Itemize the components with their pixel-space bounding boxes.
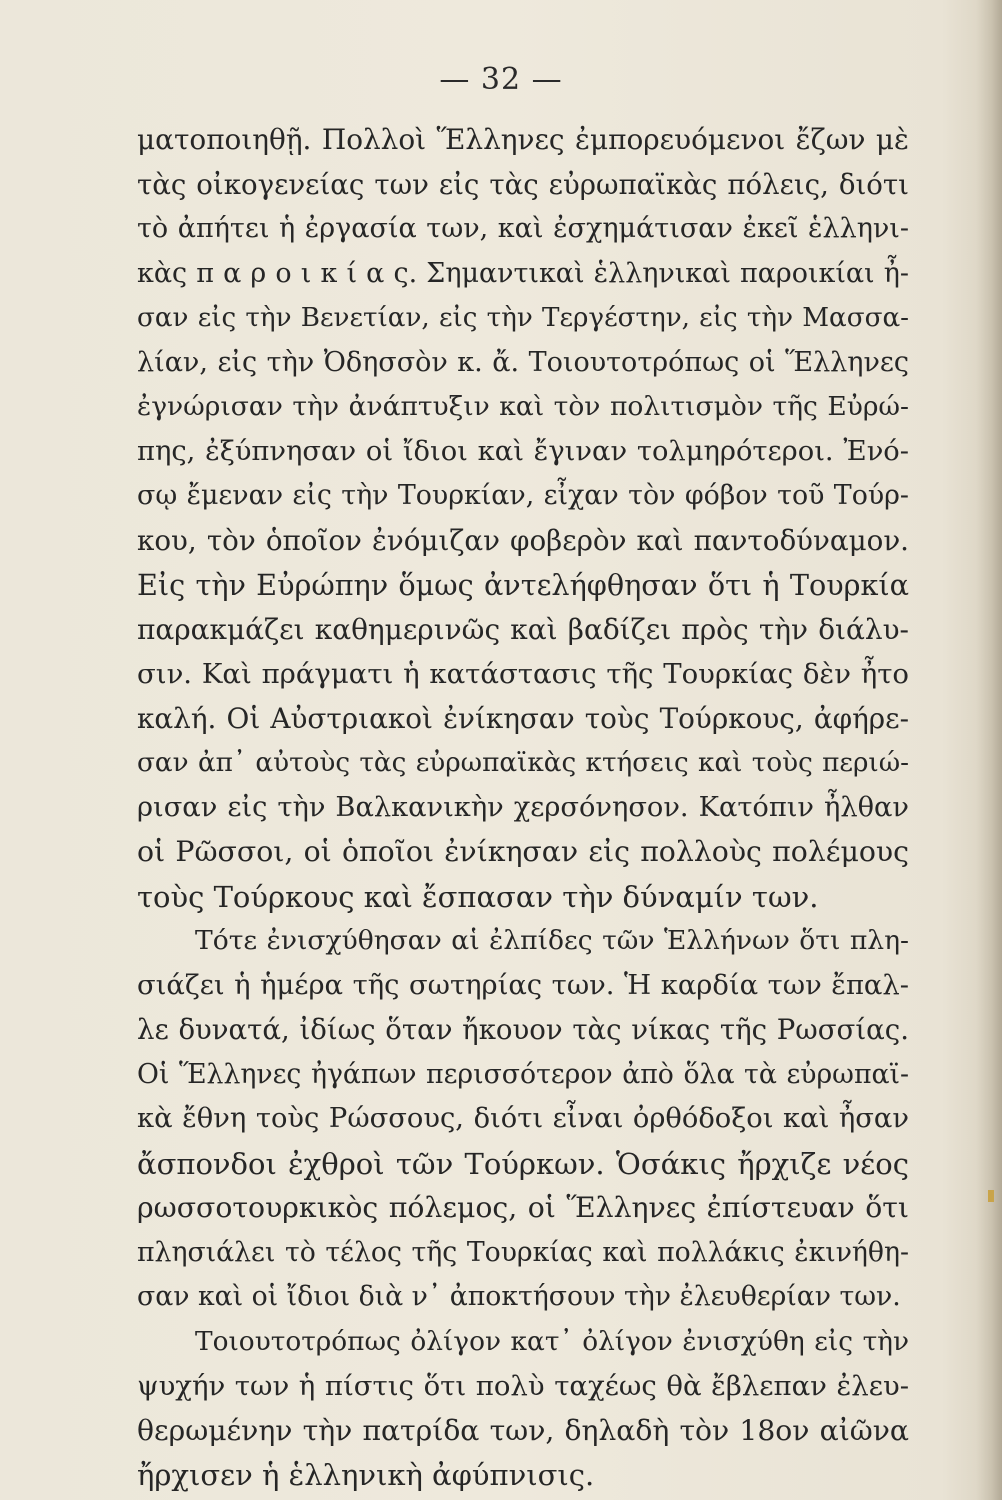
text-line: ματοποιηθῇ. Πολλοὶ Ἕλληνες ἐμπορευόμενοι ἔζων μὲ xyxy=(137,123,909,156)
text-line: σιν. Καὶ πράγματι ἡ κατάστασις τῆς Τουρκίας δὲν ἦτο xyxy=(137,658,909,690)
text-line: λίαν, εἰς τὴν Ὀδησσὸν κ. ἄ. Τοιουτοτρόπως οἱ Ἕλληνες xyxy=(137,346,909,378)
page-edge-shadow xyxy=(976,0,1002,1500)
text-line: πλησιάλει τὸ τέλος τῆς Τουρκίας καὶ πολλάκις ἐκινήθη- xyxy=(137,1236,909,1268)
text-line: Τότε ἐνισχύθησαν αἱ ἐλπίδες τῶν Ἑλλήνων ὅτι πλη- xyxy=(195,925,909,956)
text-line: τοὺς Τούρκους καὶ ἔσπασαν τὴν δύναμίν των. xyxy=(137,879,819,914)
text-line: σαν ἀπ᾽ αὐτοὺς τὰς εὐρωπαϊκὰς κτήσεις καὶ τοὺς περιώ- xyxy=(137,748,909,778)
text-line: κὰ ἔθνη τοὺς Ρώσσους, διότι εἶναι ὀρθόδοξοι καὶ ἦσαν xyxy=(137,1103,909,1134)
page-edge-mark xyxy=(988,1190,994,1202)
page-number: — 32 — xyxy=(439,62,563,97)
text-line: πης, ἐξύπνησαν οἱ ἴδιοι καὶ ἔγιναν τολμηρότεροι. Ἐνό- xyxy=(137,435,909,467)
text-line: σῳ ἔμεναν εἰς τὴν Τουρκίαν, εἶχαν τὸν φόβον τοῦ Τούρ- xyxy=(137,480,909,511)
paragraph xyxy=(137,919,909,1320)
text-line: ψυχήν των ἡ πίστις ὅτι πολὺ ταχέως θὰ ἔβλεπαν ἐλευ- xyxy=(137,1370,909,1402)
text-line: κὰς π α ρ ο ι κ ί α ς. Σημαντικαὶ ἑλληνικαὶ παροικίαι ἦ- xyxy=(137,257,909,289)
text-line: Οἱ Ἕλληνες ἠγάπων περισσότερον ἀπὸ ὅλα τὰ εὐρωπαϊ- xyxy=(137,1058,909,1090)
text-line: σαν εἰς τὴν Βενετίαν, εἰς τὴν Τεργέστην, εἰς τὴν Μασσα- xyxy=(137,303,909,333)
text-line: ρωσσοτουρκικὸς πόλεμος, οἱ Ἕλληνες ἐπίστευαν ὅτι xyxy=(137,1191,909,1224)
text-line: καλή. Οἱ Αὐστριακοὶ ἐνίκησαν τοὺς Τούρκους, ἀφήρε- xyxy=(137,701,909,735)
paragraph xyxy=(137,118,909,919)
text-line: ρισαν εἰς τὴν Βαλκανικὴν χερσόνησον. Κατόπιν ἦλθαν xyxy=(137,791,909,823)
text-line: ἐγνώρισαν τὴν ἀνάπτυξιν καὶ τὸν πολιτισμὸν τῆς Εὐρώ- xyxy=(137,391,909,422)
text-line: παρακμάζει καθημερινῶς καὶ βαδίζει πρὸς τὴν διάλυ- xyxy=(137,612,909,646)
text-line: θερωμένην τὴν πατρίδα των, δηλαδὴ τὸν 18ον αἰῶνα xyxy=(137,1413,909,1447)
text-line: ἄσπονδοι ἐχθροὶ τῶν Τούρκων. Ὁσάκις ἤρχιζε νέος xyxy=(137,1146,909,1181)
text-line: Εἰς τὴν Εὐρώπην ὅμως ἀντελήφθησαν ὅτι ἡ Τουρκία xyxy=(137,568,909,602)
text-line: κου, τὸν ὁποῖον ἐνόμιζαν φοβερὸν καὶ παντοδύναμον. xyxy=(137,523,909,557)
text-line: ἤρχισεν ἡ ἑλληνικὴ ἀφύπνισις. xyxy=(137,1458,595,1492)
text-line: οἱ Ρῶσσοι, οἱ ὁποῖοι ἐνίκησαν εἰς πολλοὺς πολέμους xyxy=(137,835,909,868)
paragraph xyxy=(137,1320,909,1498)
text-line: σαν καὶ οἱ ἴδιοι διὰ ν᾽ ἀποκτήσουν τὴν ἐλευθερίαν των. xyxy=(137,1281,901,1312)
text-line: τὸ ἀπήτει ἡ ἐργασία των, καὶ ἐσχημάτισαν ἐκεῖ ἑλληνι- xyxy=(137,213,909,244)
body-text xyxy=(137,118,909,1498)
text-line: σιάζει ἡ ἡμέρα τῆς σωτηρίας των. Ἡ καρδία των ἔπαλ- xyxy=(137,969,909,1001)
text-line: Τοιουτοτρόπως ὀλίγον κατ᾽ ὀλίγον ἐνισχύθη εἰς τὴν xyxy=(195,1326,909,1357)
text-line: λε δυνατά, ἰδίως ὅταν ἤκουον τὰς νίκας τῆς Ρωσσίας. xyxy=(137,1013,909,1046)
text-line: τὰς οἰκογενείας των εἰς τὰς εὐρωπαϊκὰς πόλεις, διότι xyxy=(137,167,909,201)
